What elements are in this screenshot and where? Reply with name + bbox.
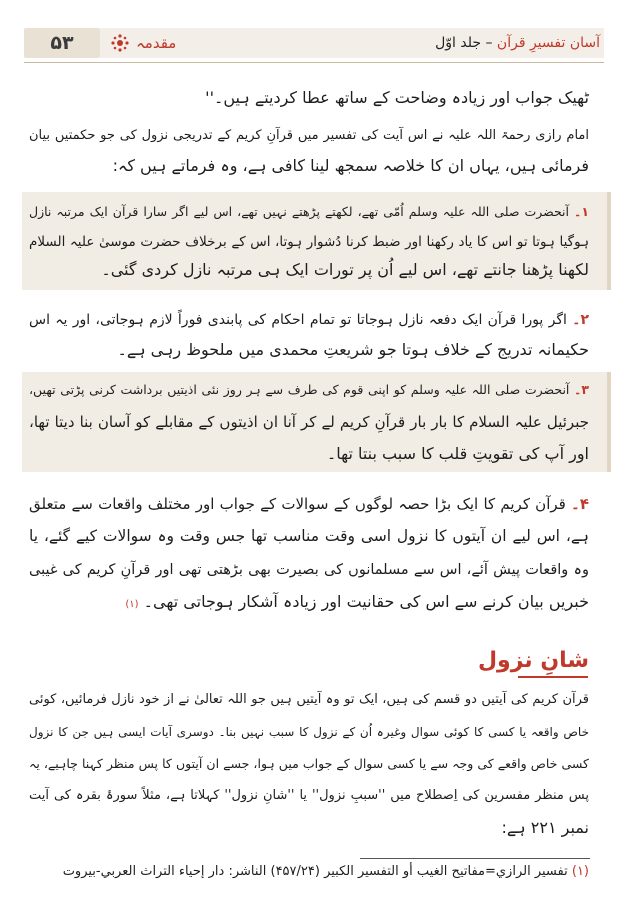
section-line-1: قرآن کریم کی آیتیں دو قسم کی ہیں، ایک تو وہ آیتیں ہیں جو اللہ تعالیٰ نے از خود نازل فرمائیں، کوئی bbox=[29, 692, 589, 707]
quote-end-line: ٹھیک جواب اور زیادہ وضاحت کے ساتھ عطا کردیتے ہیں۔'' bbox=[205, 88, 589, 107]
point-4-line-4 bbox=[125, 592, 589, 615]
point-1-line-2: ہوگیا ہوتا تو اس کا یاد رکھنا اور ضبط کرنا دُشوار ہوتا، اس کے برخلاف حضرت موسیٰ علیہ السلام bbox=[29, 234, 589, 250]
section-line-5: نمبر ۲۲۱ ہے: bbox=[501, 818, 589, 837]
ornament-icon bbox=[110, 33, 130, 53]
point-text: قرآن کریم کا ایک بڑا حصہ لوگوں کے سوالات کے جواب اور مختلف واقعات سے متعلق bbox=[29, 495, 566, 513]
footnote-mark: (۱) bbox=[571, 864, 589, 879]
footnote bbox=[63, 864, 589, 879]
section-line-2: خاص واقعہ یا کسی کا کوئی سوال وغیرہ اُن کے نزول کا سبب نہیں بنا۔ دوسری آیات ایسی ہیں جن کا نزول bbox=[29, 725, 589, 739]
section-line-3: کسی خاص واقعے کی وجہ سے یا کسی سوال کے جواب میں ہوا، جسے ان آیتوں کا پس منظر کہنا چاہیے، یہ bbox=[29, 756, 589, 771]
point-number: ۴۔ bbox=[571, 495, 589, 513]
volume-label: جلد اوّل bbox=[435, 35, 482, 51]
point-1-bar bbox=[607, 192, 611, 290]
point-2-line-1 bbox=[29, 310, 589, 330]
point-text: خبریں بیان کرنے سے اس کی حقانیت اور زیادہ آشکار ہوجاتی تھی۔ bbox=[143, 592, 589, 611]
book-title: آسان تفسیرِ قرآن bbox=[496, 35, 600, 51]
point-4-line-2: ہے، اس لیے ان آیتوں کا نزول اسی وقت مناسب تھا جس وقت وہ سوالات کیے گئے، یا bbox=[29, 527, 589, 545]
point-text: آنحضرت صلی اللہ علیہ وسلم کو اپنی قوم کی طرف سے ہر روز نئی اذیتیں برداشت کرنی پڑتی تھیں، bbox=[29, 382, 570, 397]
running-header bbox=[24, 26, 604, 62]
section-title: شانِ نزول bbox=[477, 648, 589, 673]
point-number: ۱۔ bbox=[574, 204, 589, 219]
point-3-line-2: جبرئیل علیہ السلام کا بار بار قرآنِ کریم لے کر آنا ان اذیتوں کے مقابلے کو آسان بنا دیتا تھا، bbox=[29, 413, 589, 431]
point-4-line-1 bbox=[29, 494, 589, 514]
point-1-line-1 bbox=[29, 202, 589, 222]
footnote-ref: (۱) bbox=[125, 599, 139, 610]
footnote-rule bbox=[360, 858, 590, 859]
header-section-title: مقدمہ bbox=[136, 34, 177, 52]
header-rule bbox=[24, 62, 604, 63]
point-3-line-3: اور آپ کی تقویتِ قلب کا سبب بنتا تھا۔ bbox=[326, 444, 589, 463]
point-4-line-3: وہ واقعات پیش آئے، اس سے مسلمانوں کی بصیرت بھی بڑھتی تھی اور قرآنِ کریم کی غیبی bbox=[29, 562, 589, 578]
point-1-line-3: لکھنا پڑھنا جانتے تھے، اس لیے اُن پر تورات ایک ہی مرتبہ نازل کردی گئی۔ bbox=[101, 260, 589, 279]
point-text: آنحضرت صلی اللہ علیہ وسلم اُمّی تھے، لکھتے پڑھتے نہیں تھے، اس لیے اگر سارا قرآن ایک مرتبہ نازل bbox=[29, 204, 569, 219]
point-text: اگر پورا قرآن ایک دفعہ نازل ہوجاتا تو تمام احکام کی پابندی فوراً لازم ہوجاتی، اور یہ اس bbox=[29, 312, 567, 328]
point-2-line-2: حکیمانہ تدریج کے خلاف ہوتا جو شریعتِ محمدی میں ملحوظ رہی ہے۔ bbox=[117, 340, 589, 359]
point-3-line-1 bbox=[29, 380, 589, 400]
page-number: ۵۳ bbox=[50, 32, 74, 54]
section-line-4: پس منظر مفسرین کی اِصطلاح میں ''سببِ نزول'' یا ''شانِ نزول'' کہلاتا ہے، مثلاً سورۂ بقرہ کی آیت bbox=[29, 788, 589, 803]
page-number-box bbox=[24, 28, 100, 58]
intro-line-2: فرمائی ہیں، یہاں ان کا خلاصہ سمجھ لینا کافی ہے، وہ فرماتے ہیں کہ: bbox=[112, 156, 589, 175]
footnote-text: تفسیر الرازي=مفاتیح الغیب أو التفسیر الکبیر (۴۵۷/۲۴) الناشر: دار إحیاء التراث العربي-بیروت bbox=[62, 864, 568, 879]
point-number: ۳۔ bbox=[574, 382, 590, 397]
point-3-bar bbox=[607, 372, 611, 472]
intro-line-1: امام رازی رحمۃ اللہ علیہ نے اس آیت کی تفسیر میں قرآنِ کریم کے تدریجی نزول کی جو حکمتیں بیان bbox=[29, 128, 589, 143]
point-number: ۲۔ bbox=[572, 312, 590, 328]
section-title-underline bbox=[518, 676, 588, 678]
header-book-title: آسان تفسیرِ قرآن – جلد اوّل bbox=[435, 35, 600, 51]
